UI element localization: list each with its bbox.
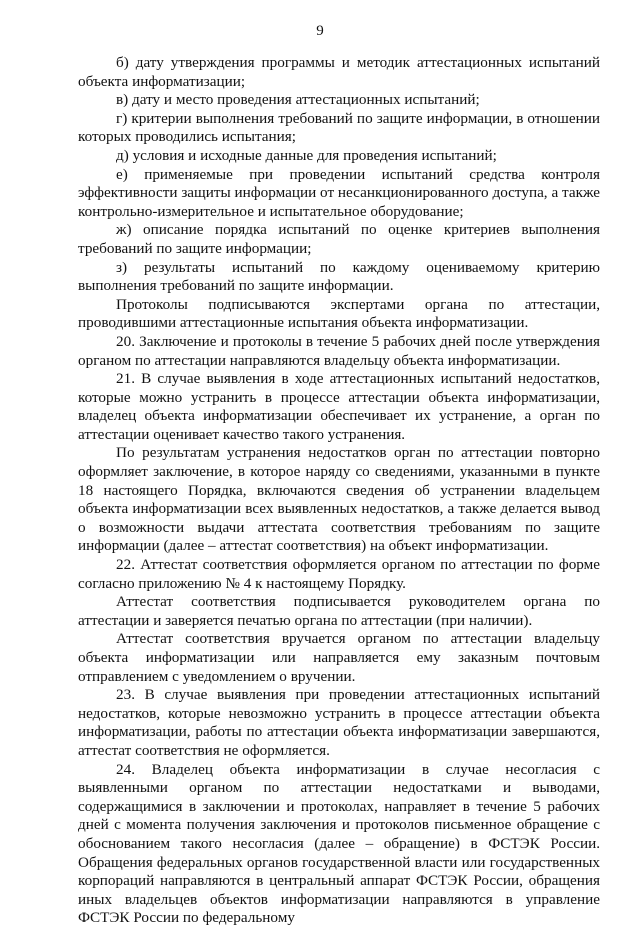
paragraph-clause-21: 21. В случае выявления в ходе аттестационных испытаний недостатков, которые можно устранить в процессе аттестации объекта информатизации, владелец объекта информатизации обеспечивает их устранение, а орган по аттестации оценивает качество такого устранения. (78, 370, 600, 443)
paragraph-item-zh: ж) описание порядка испытаний по оценке критериев выполнения требований по защите информации; (78, 221, 600, 257)
paragraph-clause-21-results: По результатам устранения недостатков орган по аттестации повторно оформляет заключение, в которое наряду со сведениями, указанными в пункте 18 настоящего Порядка, включаются сведения об устранении владельцем объекта информатизации всех выявленных недостатков, а также делается вывод о возможности выдачи аттестата соответствия требованиям по защите информации (далее – аттестат соответствия) на объект информатизации. (78, 444, 600, 555)
document-body (78, 54, 600, 928)
paragraph-certificate-signed: Аттестат соответствия подписывается руководителем органа по аттестации и заверяется печатью органа по аттестации (при наличии). (78, 593, 600, 629)
paragraph-protocols-signed: Протоколы подписываются экспертами органа по аттестации, проводившими аттестационные испытания объекта информатизации. (78, 295, 600, 332)
paragraph-item-d: д) условия и исходные данные для проведения испытаний; (116, 146, 497, 164)
paragraph-clause-24: 24. Владелец объекта информатизации в случае несогласия с выявленными органом по аттестации недостатками и выводами, содержащимися в заключении и протоколах, направляет в течение 5 рабочих дней с момента получения заключения и протоколов письменное обращение с обоснованием такого несогласия (далее – обращение) в ФСТЭК России. Обращения федеральных органов государственной власти или государственных корпораций направляются в центральный аппарат ФСТЭК России, обращения иных владельцев объектов информатизации направляются в управление ФСТЭК России по федеральному (78, 760, 600, 927)
paragraph-certificate-delivered: Аттестат соответствия вручается органом по аттестации владельцу объекта информатизации или направляется ему заказным почтовым отправлением с уведомлением о вручении. (78, 630, 600, 685)
paragraph-item-g: г) критерии выполнения требований по защите информации, в отношении которых проводились испытания; (78, 109, 600, 146)
paragraph-item-z: з) результаты испытаний по каждому оцениваемому критерию выполнения требований по защите информации. (78, 258, 600, 295)
paragraph-item-v: в) дату и место проведения аттестационных испытаний; (116, 91, 480, 109)
paragraph-item-b: б) дату утверждения программы и методик аттестационных испытаний объекта информатизации; (78, 54, 600, 90)
paragraph-clause-22: 22. Аттестат соответствия оформляется органом по аттестации по форме согласно приложению № 4 к настоящему Порядку. (78, 556, 600, 592)
paragraph-clause-20: 20. Заключение и протоколы в течение 5 рабочих дней после утверждения органом по аттестации направляются владельцу объекта информатизации. (78, 332, 600, 369)
paragraph-clause-23: 23. В случае выявления при проведении аттестационных испытаний недостатков, которые невозможно устранить в процессе аттестации объекта информатизации, работы по аттестации объекта информатизации завершаются, аттестат соответствия не оформляется. (78, 686, 600, 759)
paragraph-item-e: е) применяемые при проведении испытаний средства контроля эффективности защиты информации от несанкционированного доступа, а также контрольно-измерительное и испытательное оборудование; (78, 165, 600, 220)
page-number: 9 (316, 23, 324, 39)
